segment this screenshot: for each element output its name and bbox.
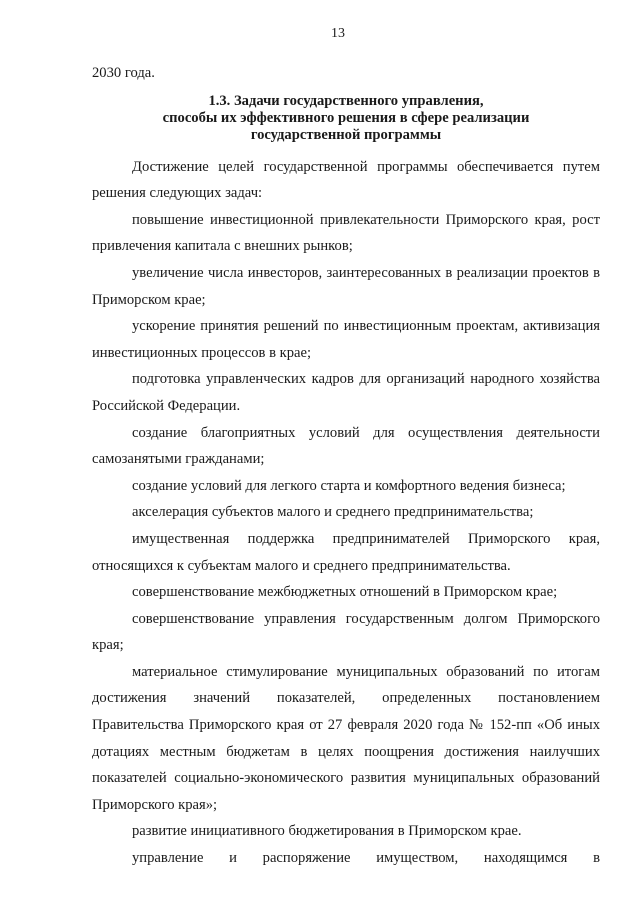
heading-line: государственной программы	[250, 126, 442, 143]
list-item: создание условий для легкого старта и комфортного ведения бизнеса;	[132, 477, 566, 494]
list-item: подготовка управленческих кадров для организаций народного хозяйства Российской Федерации.	[92, 371, 600, 414]
section-heading	[92, 93, 600, 144]
page-number: 13	[331, 26, 345, 41]
list-item: совершенствование управления государственным долгом Приморского края;	[92, 610, 600, 654]
list-item: создание благоприятных условий для осуществления деятельности самозанятыми гражданами;	[92, 424, 600, 468]
list-item: увеличение числа инвесторов, заинтересованных в реализации проектов в Приморском крае;	[92, 264, 600, 308]
heading-line: способы их эффективного решения в сфере реализации	[162, 109, 530, 126]
list-item: повышение инвестиционной привлекательности Приморского края, рост привлечения капитала с внешних рынков;	[92, 211, 600, 255]
paragraph-intro: Достижение целей государственной программы обеспечивается путем решения следующих задач:	[92, 158, 600, 202]
continuation-text: 2030 года.	[92, 65, 155, 81]
list-item: имущественная поддержка предпринимателей Приморского края, относящихся к субъектам малого и среднего предпринимательства.	[92, 530, 600, 574]
list-item: ускорение принятия решений по инвестиционным проектам, активизация инвестиционных процессов в крае;	[92, 318, 600, 361]
list-item: материальное стимулирование муниципальных образований по итогам достижения значений показателей, определенных постановлением Правительства Приморского края от 27 февраля 2020 года № 152-пп «Об иных дотациях местным бюджетам в целях поощрения достижения наилучших показателей социально-экономического развития муниципальных образований Приморского края»;	[92, 663, 600, 813]
list-item: развитие инициативного бюджетирования в Приморском крае.	[132, 823, 522, 840]
document-body	[92, 60, 600, 872]
list-item: акселерация субъектов малого и среднего предпринимательства;	[132, 504, 534, 521]
list-item: управление и распоряжение имуществом, находящимся в	[132, 850, 600, 867]
list-item: совершенствование межбюджетных отношений в Приморском крае;	[132, 584, 558, 601]
heading-line: 1.3. Задачи государственного управления,	[208, 92, 484, 109]
